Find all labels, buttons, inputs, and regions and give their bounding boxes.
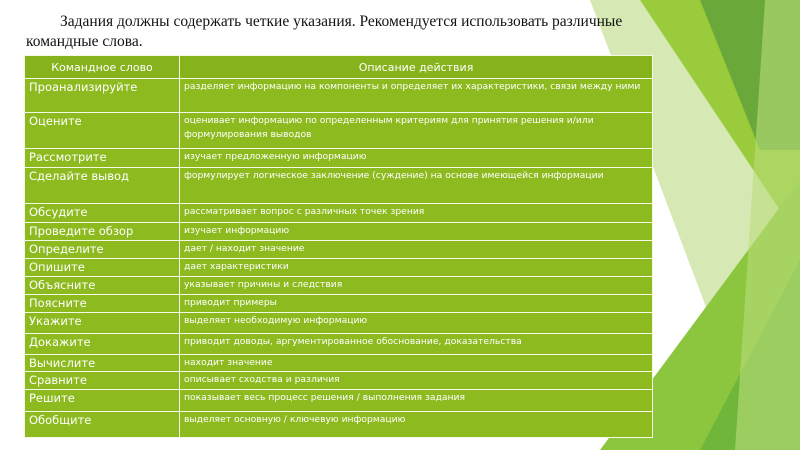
command-word: Укажите [25, 313, 180, 334]
table-row [25, 334, 653, 355]
command-word: Обобщите [25, 412, 180, 438]
intro-text: Задания должны содержать четкие указания. Рекомендуется использовать различные командные слова. [26, 13, 623, 50]
command-words-table [24, 55, 653, 438]
command-word: Решите [25, 390, 180, 412]
table-row [25, 372, 653, 390]
command-word: Оцените [25, 113, 180, 149]
table-row [25, 113, 653, 149]
command-word: Рассмотрите [25, 149, 180, 168]
command-word: Проведите обзор [25, 223, 180, 241]
action-description: дает характеристики [180, 259, 653, 277]
action-description: дает / находит значение [180, 241, 653, 259]
action-description: описывает сходства и различия [180, 372, 653, 390]
action-description: изучает информацию [180, 223, 653, 241]
action-description: выделяет необходимую информацию [180, 313, 653, 334]
table-row [25, 241, 653, 259]
command-word: Объясните [25, 277, 180, 295]
table-row [25, 355, 653, 372]
header-description: Описание действия [180, 56, 653, 79]
action-description: рассматривает вопрос с различных точек зрения [180, 204, 653, 223]
command-word: Проанализируйте [25, 79, 180, 113]
table-row [25, 149, 653, 168]
command-word: Вычислите [25, 355, 180, 372]
command-word: Обсудите [25, 204, 180, 223]
command-word: Докажите [25, 334, 180, 355]
action-description: приводит примеры [180, 295, 653, 313]
action-description: указывает причины и следствия [180, 277, 653, 295]
action-description: находит значение [180, 355, 653, 372]
action-description: формулирует логическое заключение (суждение) на основе имеющейся информации [180, 168, 653, 204]
command-word: Сравните [25, 372, 180, 390]
action-description: выделяет основную / ключевую информацию [180, 412, 653, 438]
header-word: Командное слово [25, 56, 180, 79]
command-word: Опишите [25, 259, 180, 277]
action-description: показывает весь процесс решения / выполнения задания [180, 390, 653, 412]
table-row [25, 223, 653, 241]
table-row [25, 168, 653, 204]
action-description: оценивает информацию по определенным критериям для принятия решения и/или формулирования выводов [180, 113, 653, 149]
action-description: изучает предложенную информацию [180, 149, 653, 168]
command-word: Определите [25, 241, 180, 259]
table-row [25, 295, 653, 313]
action-description: приводит доводы, аргументированное обоснование, доказательства [180, 334, 653, 355]
table-header [25, 56, 653, 79]
table-row [25, 313, 653, 334]
command-word: Поясните [25, 295, 180, 313]
table-row [25, 390, 653, 412]
action-description: разделяет информацию на компоненты и определяет их характеристики, связи между ними [180, 79, 653, 113]
table-row [25, 259, 653, 277]
table-row [25, 204, 653, 223]
table-row [25, 412, 653, 438]
table-row [25, 79, 653, 113]
table-row [25, 277, 653, 295]
command-word: Сделайте вывод [25, 168, 180, 204]
